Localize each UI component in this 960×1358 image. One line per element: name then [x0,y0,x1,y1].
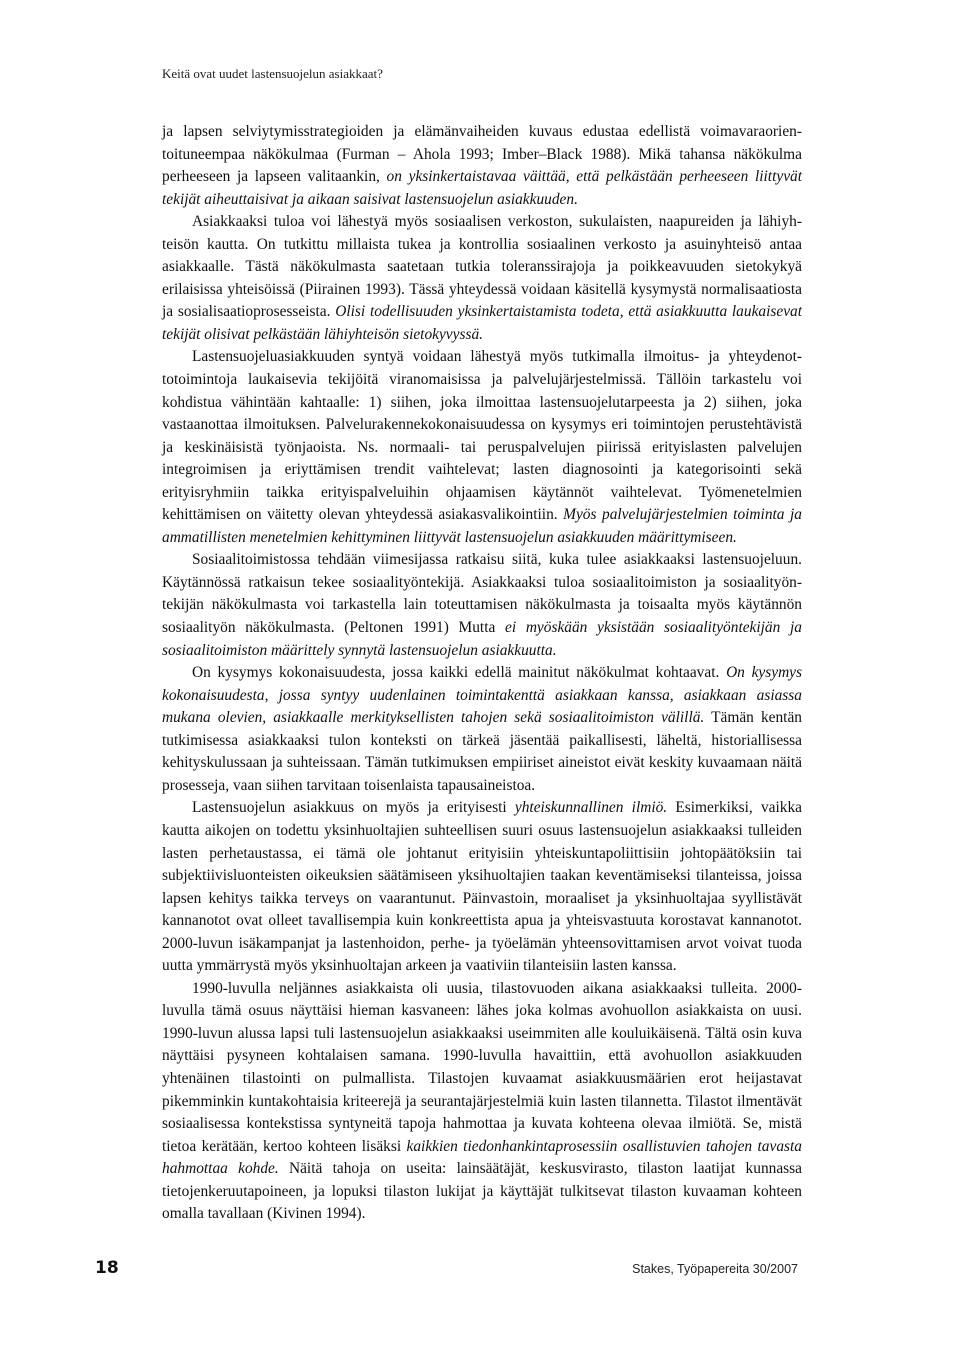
emphasized-text: on yksinkertaistavaa väittää, että pelkästään perheeseen liittyvät tekijät aiheuttaisivat ja aikaan saisivat lastensuojelun asiakkuuden. [162,168,802,208]
text-run: Tämän kentän tutkimisessa asiakkaaksi tulon konteksti on tärkeä jäsentää paikallisesti, läheltä, historiallisessa kehityskulussaan ja suhteissaan. Tämän tutkimuksen empiiriset aineistot eivät keskity kuvaamaan näitä prosesseja, vaan siihen tarvitaan toisenlaista tapausaineistoa. [162,709,802,794]
body-paragraph [162,121,802,211]
body-paragraph [162,211,802,346]
page-number: 18 [95,1258,119,1278]
emphasized-text: Myös palvelujärjestelmien toiminta ja ammatillisten menetelmien kehittyminen liittyvät lastensuojelun asiakkuuden määrittymiseen. [162,506,802,546]
emphasized-text: yhteiskunnallinen ilmiö. [514,799,668,817]
text-run: 1990-luvulla neljännes asiakkaista oli uusia, tilastovuoden aikana asiakkaaksi tulleita. 2000-luvulla tämä osuus näyttäisi hieman kasvaneen: lähes joka kolmas avohuollon asiakkaista on uusi. 1990-luvun alussa lapsi tuli lastensuojelun asiakkaaksi useimmiten alle kouluikäisenä. Tältä osin kuva näyttäisi pysyneen kohtalaisen samana. 1990-luvulla havaittiin, että avohuollon asiakkuuden yhtenäinen tilastointi on pulmallista. Tilastojen kuvaamat asiakkuusmäärien erot heijastavat pikemminkin kuntakohtaisia kriteerejä ja seurantajärjestelmiä kuin lasten tilannetta. Tilastot ilmentävät sosiaalisessa kontekstissa syntyneitä tapoja hahmottaa ja kuvata kohteena olevaa ilmiötä. Se, mistä tietoa kerätään, kertoo kohteen lisäksi [162,979,802,1155]
body-paragraph [162,797,802,977]
text-run: On kysymys kokonaisuudesta, jossa kaikki edellä mainitut näkökulmat kohtaavat. [192,664,727,682]
text-run: Lastensuojelun asiakkuus on myös ja erityisesti [192,799,515,817]
text-run: Sosiaalitoimistossa tehdään viimesijassa ratkaisu siitä, kuka tulee asiakkaaksi lastensuojeluun. Käytännössä ratkaisun tekee sosiaalityöntekijä. Asiakkaaksi tuloa sosiaalitoimiston ja sosiaalityöntekijän näkökulmasta voi tarkastella lain toteuttamisen näkökulmasta ja toisaalta myös käytännön sosiaalityön näkökulmasta. (Peltonen 1991) Mutta [162,551,802,637]
text-run: Asiakkaaksi tuloa voi lähestyä myös sosiaalisen verkoston, sukulaisten, naapureiden ja lähiyhteisön kautta. On tutkittu millaista tukea ja kontrollia sosiaalinen verkosto ja asuinyhteisö antaa asiakkaalle. Tästä näkökulmasta saatetaan tutkia toleranssirajoja ja poikkeavuuden sietokykyä erilaisissa yhteisöissä (Piirainen 1993). Tässä yhteydessä voidaan käsitellä kysymystä normalisaatiosta ja sosialisaatioprosesseista. [162,213,802,321]
footer-publication: Stakes, Työpapereita 30/2007 [632,1262,798,1276]
body-paragraph [162,346,802,549]
emphasized-text: ei myöskään yksistään sosiaalityöntekijän ja sosiaalitoimiston määrittely synnytä lastensuojelun asiakkuutta. [162,619,802,659]
body-paragraph [162,978,802,1226]
running-head: Keitä ovat uudet lastensuojelun asiakkaat? [162,66,383,81]
emphasized-text: kaikkien tiedonhankintaprosessiin osallistuvien tahojen tavasta hahmottaa kohde. [162,1137,802,1178]
emphasized-text: On kysymys kokonaisuudesta, jossa syntyy uudenlainen toimintakenttä asiakkaan kanssa, asiakkaan asiassa mukana olevien, asiakkaalle merkityksellisten tahojen sekä sosiaalitoimiston välillä. [162,664,803,727]
text-run: Esimerkiksi, vaikka kautta aikojen on todettu yksinhuoltajien suhteellisen suuri osuus lastensuojelun asiakkaaksi tulleiden lasten perhetaustassa, ei tämä ole johtanut erityisiin yhteiskuntapoliittisiin johtopäätöksiin tai subjektiivisluonteisten oikeuksien säätämiseen yksihuoltajien taakan keventämiseksi tilanteissa, joissa lapsen kehitys taikka terveys on vaarantunut. Päinvastoin, moraaliset ja yksinhuoltajaa syyllistävät kannanotot ovat olleet tavallisempia kuin konkreettista apua ja yhteisvastuuta korostavat kannanotot. 2000-luvun isäkampanjat ja lastenhoidon, perhe- ja työelämän yhteensovittamisen arvot voivat tuoda uutta ymmärrystä myös yksinhuoltajan arkeen ja vaativiin tilanteisiin lasten kanssa. [162,799,803,975]
text-run: Lastensuojeluasiakkuuden syntyä voidaan lähestyä myös tutkimalla ilmoitus- ja yhteydenottotoimintoja laukaisevia tekijöitä viranomaisissa ja palvelujärjestelmissä. Tällöin tarkastelu voi kohdistua vähintään kahtaalle: 1) siihen, joka ilmoittaa lastensuojelutarpeesta ja 2) siihen, joka vastaanottaa ilmoituksen. Palvelurakennekokonaisuudessa on kysymys eri toimintojen perustehtävistä ja keskinäisistä työnjaoista. Ns. normaali- tai peruspalvelujen piirissä erityislasten palvelujen integroimisen ja eriyttämisen trendit vaihtelevat; lasten diagnosointi ja kategorisointi sekä erityisryhmiin taikka erityispalveluihin ohjaamisen käytännöt vaihtelevat. Työmenetelmien kehittämisen on väitetty olevan yhteydessä asiakasvalikointiin. [162,348,802,524]
body-text [162,121,802,1226]
body-paragraph [162,662,802,797]
text-run: Näitä tahoja on useita: lainsäätäjät, keskusvirasto, tilaston laatijat kunnassa tietojenkeruutapoineen, ja lopuksi tilaston lukijat ja käyttäjät tulkitsevat tilaston kuvaaman kohteen omalla tavallaan (Kivinen 1994). [162,1160,802,1223]
emphasized-text: Olisi todellisuuden yksinkertaistamista todeta, että asiakkuutta laukaisevat tekijät olisivat pelkästään lähiyhteisön sietokyvyssä. [162,303,802,343]
body-paragraph [162,549,802,662]
text-run: ja lapsen selviytymisstrategioiden ja elämänvaiheiden kuvaus edustaa edellistä voimavaraorientoituneempaa näkökulmaa (Furman – Ahola 1993; Imber–Black 1988). Mikä tahansa näkökulma perheeseen ja lapseen valitaankin, [162,123,802,186]
